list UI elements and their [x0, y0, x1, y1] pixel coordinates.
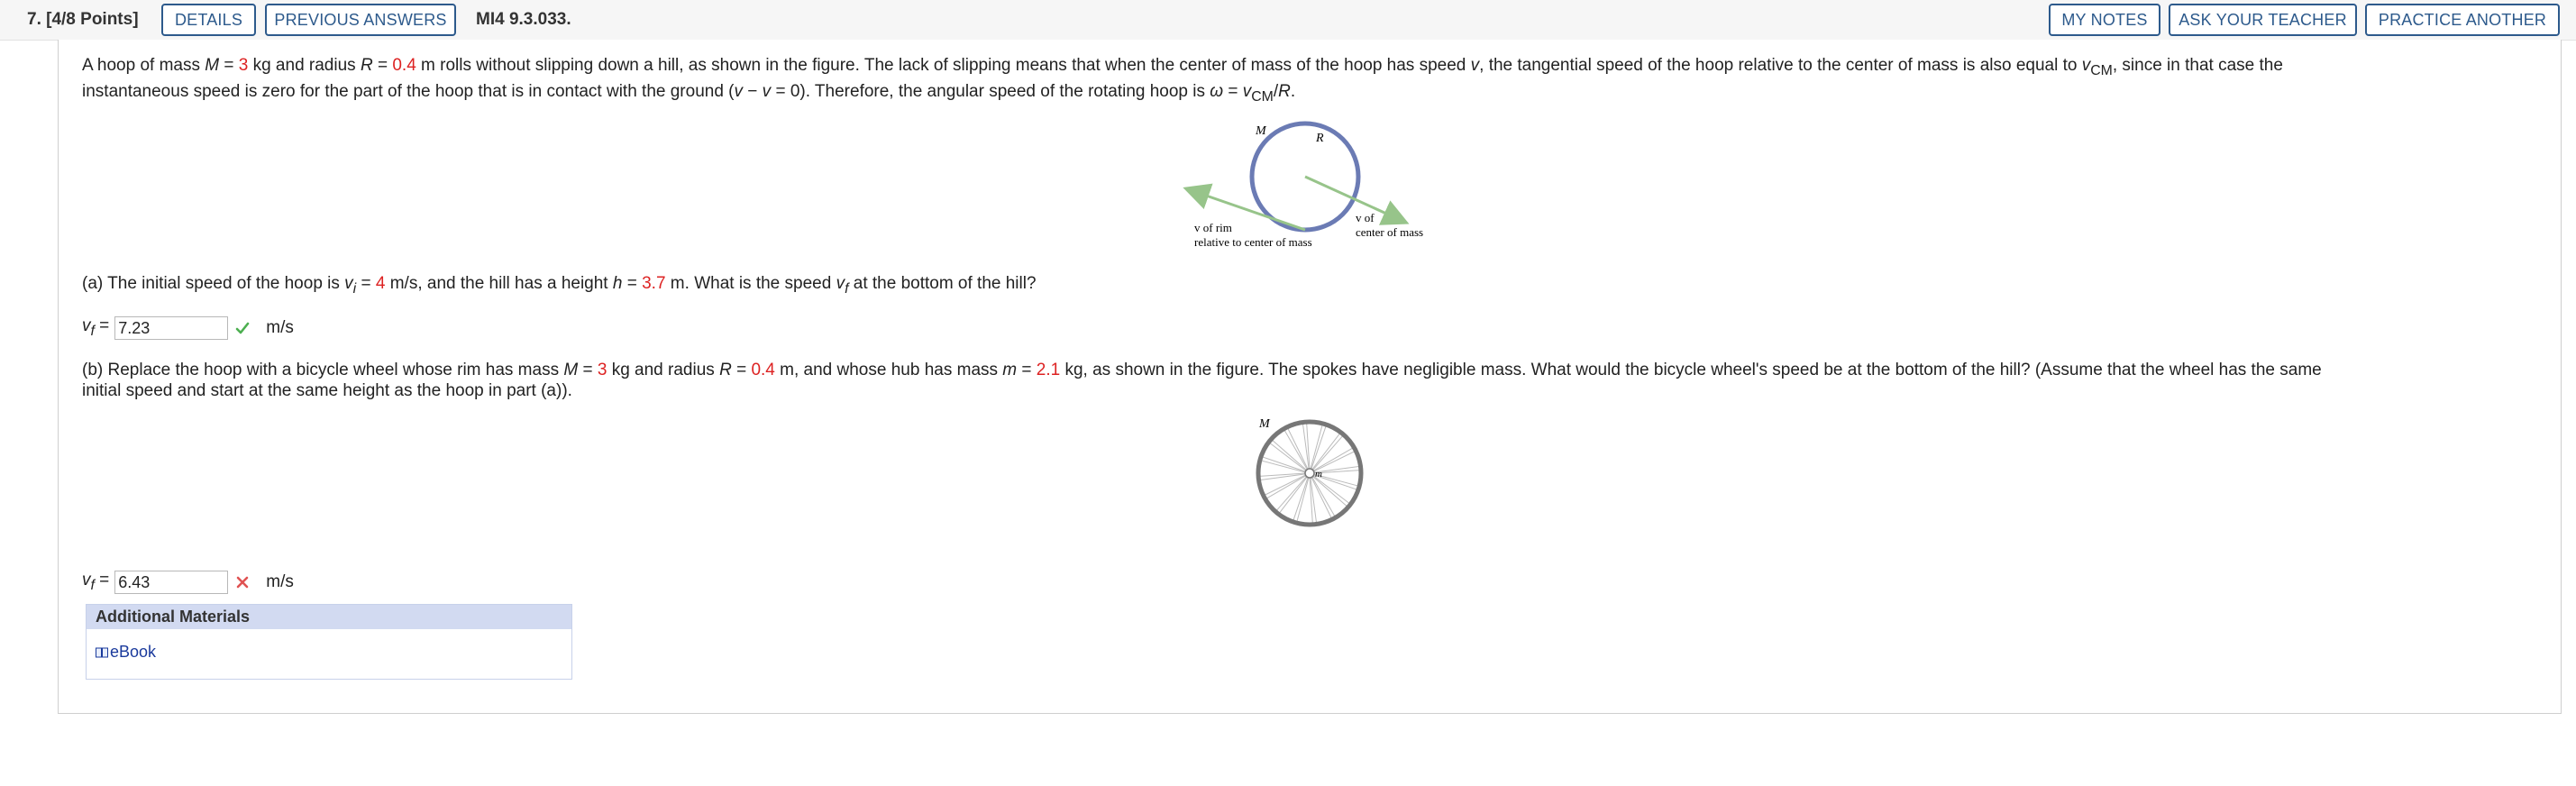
answer-a-input[interactable] [114, 316, 228, 340]
wheel-spoke [1311, 425, 1322, 470]
hill-height-value: 3.7 [642, 274, 666, 293]
part-a-question: (a) The initial speed of the hoop is $v_i = 4$ m/s, and the hill has a height h = 3.7 m. What is the speed $v_f$ at the bottom of the hill? [82, 274, 1037, 297]
initial-speed-value: 4 [375, 274, 386, 293]
rim-mass-value: 3 [597, 361, 607, 379]
figure2-label-M: M [1259, 417, 1270, 431]
figure1-label-R: R [1316, 132, 1324, 145]
incorrect-x-icon [235, 575, 250, 590]
hoop-radius-value: 0.4 [392, 56, 416, 75]
wheel-spoke [1261, 461, 1306, 472]
question-header [0, 0, 2576, 41]
com-label-line2: center of mass [1356, 225, 1424, 239]
rim-label-line1: v of rim [1194, 221, 1232, 234]
ebook-link[interactable] [96, 643, 156, 662]
wheel-spoke [1265, 475, 1307, 496]
wheel-spoke [1311, 433, 1340, 470]
figure1-label-M: M [1256, 124, 1266, 138]
answer-b-row [82, 569, 294, 596]
answer-a-label: $v_f$ = [82, 316, 110, 339]
practice-another-button[interactable]: PRACTICE ANOTHER [2365, 4, 2560, 36]
additional-materials-panel [86, 604, 572, 680]
answer-a-row [82, 315, 294, 342]
answer-a-unit: m/s [266, 318, 294, 337]
wheel-spoke [1269, 443, 1306, 471]
part-b-question: (b) Replace the hoop with a bicycle wheel whose rim has mass M = 3 kg and radius R = 0.4 m, and whose hub has mass m = 2.1 kg, as shown in the figure. The spokes have negligible mass. What would the bicycle wheel's speed be at the bottom of the hill? (Assume that the wheel has the same initial speed and start at the same height as the hoop in part (a)). [82, 361, 2322, 400]
hoop-figure [1181, 119, 1451, 254]
additional-materials-title: Additional Materials [87, 605, 571, 629]
wheel-spoke [1288, 428, 1309, 471]
hoop-mass-value: 3 [238, 56, 249, 75]
correct-check-icon [235, 321, 250, 335]
previous-answers-button[interactable]: PREVIOUS ANSWERS [265, 4, 456, 36]
wheel-hub [1305, 469, 1314, 478]
wheel-spoke [1297, 477, 1309, 522]
ebook-label[interactable]: eBook [110, 643, 157, 661]
com-velocity-arrow [1305, 177, 1404, 222]
com-label-line1: v of [1356, 211, 1375, 224]
ask-your-teacher-button[interactable]: ASK YOUR TEACHER [2169, 4, 2357, 36]
figure2-label-m: m [1315, 469, 1322, 480]
hub-mass-value: 2.1 [1036, 361, 1061, 379]
question-number: 7. [4/8 Points] [27, 10, 139, 29]
wheel-spoke [1311, 477, 1332, 519]
bicycle-wheel-figure [1247, 415, 1373, 532]
answer-b-label: $v_f$ = [82, 571, 110, 593]
my-notes-button[interactable]: MY NOTES [2049, 4, 2160, 36]
answer-b-input[interactable] [114, 571, 228, 594]
wheel-radius-value: 0.4 [751, 361, 775, 379]
answer-b-unit: m/s [266, 572, 294, 591]
rim-label-line2: relative to center of mass [1194, 235, 1312, 249]
problem-intro: A hoop of mass M = 3 kg and radius R = 0.4 m rolls without slipping down a hill, as shown in the figure. The lack of slipping means that when the center of mass of the hoop has speed v, the tangential speed of the hoop relative to the center of mass is also equal to $v_{CM}$, since in that case the instantaneous speed is zero for the part of the hoop that is in contact with the ground (v − v = 0). Therefore, the angular speed of the rotating hoop is $\omega = v_{CM}/R$. [82, 56, 2283, 105]
book-icon [96, 647, 108, 658]
question-code: MI4 9.3.033. [476, 10, 571, 29]
details-button[interactable]: DETAILS [161, 4, 256, 36]
wheel-spoke [1279, 476, 1308, 513]
